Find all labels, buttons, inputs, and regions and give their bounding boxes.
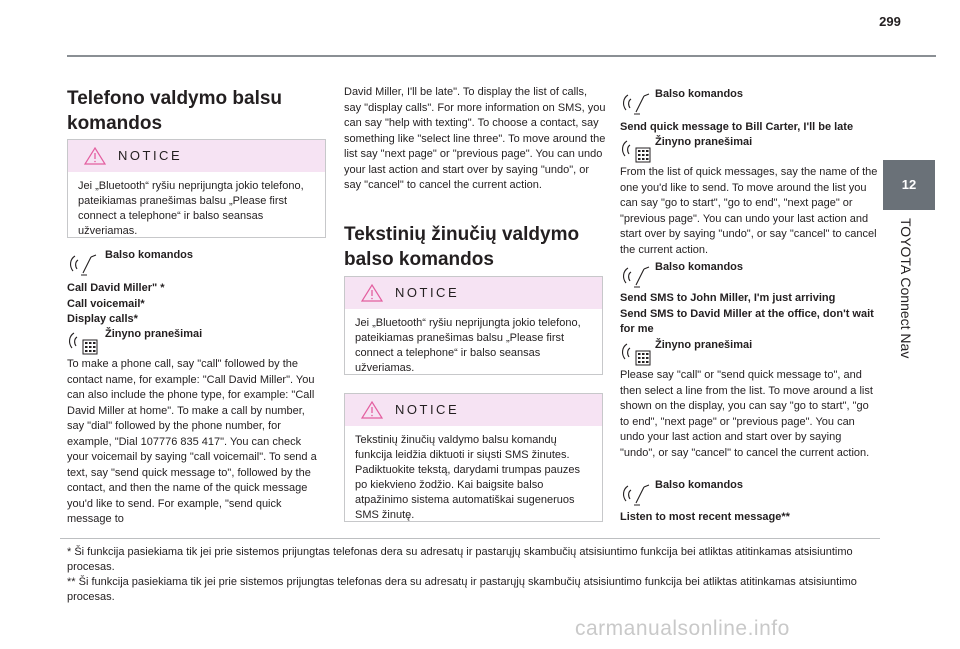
- notice-title: NOTICE: [118, 148, 183, 163]
- notice-text: Tekstinių žinučių valdymo balsu komandų funkcija leidžia diktuoti ir siųsti SMS žinutes. Padiktuokite tekstą, darydami trumpas pauzes po kiekvieno žodžio. Kai baigsite balso atpažinimo sistema automatiškai sugeneruos SMS žinutę.: [355, 434, 581, 521]
- section-heading-phone: [67, 86, 282, 136]
- notice-box: [344, 393, 603, 522]
- help-messages-label: Žinyno pranešimai: [655, 339, 753, 351]
- command-line: Display calls*: [67, 313, 138, 325]
- voice-commands-label: Balso komandos: [655, 261, 744, 273]
- chapter-number: 12: [901, 177, 917, 192]
- command-line: Send SMS to David Miller at the office, don't wait for me: [620, 307, 874, 335]
- help-messages-label: Žinyno pranešimai: [105, 328, 203, 340]
- command-line: Listen to most recent message**: [620, 511, 790, 523]
- watermark: carmanualsonline.info: [575, 617, 790, 640]
- footnote: * Ši funkcija pasiekiama tik jei prie sistemos prijungtas telefonas dera su adresatų ir pastarųjų skambučių atsisiuntimo funkcija bei atliktas atitinkamas atsisiuntimo procesas.: [67, 546, 853, 573]
- heading-line: komandos: [67, 113, 163, 134]
- warning-icon: [361, 284, 383, 302]
- body-text: From the list of quick messages, say the name of the one you'd like to send. To move around the list you can say "go to start", "go to end", "next page" or "previous page". You can undo your last action and start over by saying "undo", or say "cancel" to cancel the current action.: [620, 166, 878, 256]
- voice-commands-label: Balso komandos: [655, 479, 744, 491]
- notice-box: [344, 276, 603, 375]
- header-rule: [67, 55, 936, 57]
- body-text: Please say "call" or "send quick message to", and then select a line from the list. To move around a list shown on the display, you can say "go to start", "go to end", "next page" or "previous page". You can undo your last action and start over by saying "undo", or say "cancel" to cancel the current action.: [620, 369, 873, 459]
- chapter-title: [890, 218, 930, 388]
- chapter-tab[interactable]: [883, 160, 935, 210]
- chapter-title-text: TOYOTA Connect Nav: [898, 218, 914, 359]
- voice-commands-label: Balso komandos: [655, 88, 744, 100]
- help-message-icon: [620, 136, 654, 164]
- help-message-icon: [67, 328, 101, 356]
- command-line: Call voicemail*: [67, 297, 145, 310]
- page-number: 299: [879, 14, 901, 29]
- notice-box: [67, 139, 326, 238]
- notice-text: Jei „Bluetooth“ ryšiu neprijungta jokio telefono, pateikiamas pranešimas balsu „Please first connect a telephone“ ir balso seansas užveriamas.: [78, 180, 304, 237]
- voice-command-icon: [620, 90, 652, 116]
- command-line: Call David Miller" *: [67, 282, 165, 294]
- voice-commands-label: Balso komandos: [105, 249, 194, 261]
- footnotes: [67, 545, 877, 605]
- warning-icon: [84, 147, 106, 165]
- heading-line: Telefono valdymo balsu: [67, 88, 283, 109]
- warning-icon: [361, 401, 383, 419]
- heading-line: balso komandos: [344, 249, 494, 270]
- footnote: ** Ši funkcija pasiekiama tik jei prie sistemos prijungtas telefonas dera su adresatų ir pastarųjų skambučių atsisiuntimo funkcija bei atliktas atitinkamas atsisiuntimo procesas.: [67, 576, 857, 603]
- voice-command-icon: [620, 481, 652, 507]
- body-text: To make a phone call, say "call" followed by the contact name, for example: "Call David Miller". You can also include the phone type, for example: "Call David Miller at home". To make a call by number, say "dial" followed by the phone number, for example, "Dial 107776 835 417". You can check your voicemail by saying "call voicemail". To send a text, say "send quick message to", followed by the contact, and then the name of the quick message you'd like to send. For example, "send quick message to: [67, 358, 317, 525]
- voice-command-icon: [67, 251, 99, 277]
- command-line: Send quick message to Bill Carter, I'll be late: [620, 121, 854, 133]
- help-message-icon: [620, 339, 654, 367]
- section-heading-sms: [344, 222, 579, 272]
- notice-title: NOTICE: [395, 285, 460, 300]
- notice-text: Jei „Bluetooth“ ryšiu neprijungta jokio telefono, pateikiamas pranešimas balsu „Please first connect a telephone“ ir balso seansas užveriamas.: [355, 317, 581, 374]
- help-messages-label: Žinyno pranešimai: [655, 136, 753, 148]
- footnote-rule: [60, 538, 880, 539]
- command-line: Send SMS to John Miller, I'm just arriving: [620, 292, 836, 304]
- body-text: David Miller, I'll be late". To display the list of calls, say "display calls". For more information on SMS, you can say "help with texting". To choose a contact, say something like "select line three". To move around the list say "next page" or "previous page". You can undo your last action and start over by saying "undo", or say "cancel" to cancel the current action.: [344, 86, 606, 191]
- voice-command-icon: [620, 263, 652, 289]
- heading-line: Tekstinių žinučių valdymo: [344, 224, 580, 245]
- notice-title: NOTICE: [395, 402, 460, 417]
